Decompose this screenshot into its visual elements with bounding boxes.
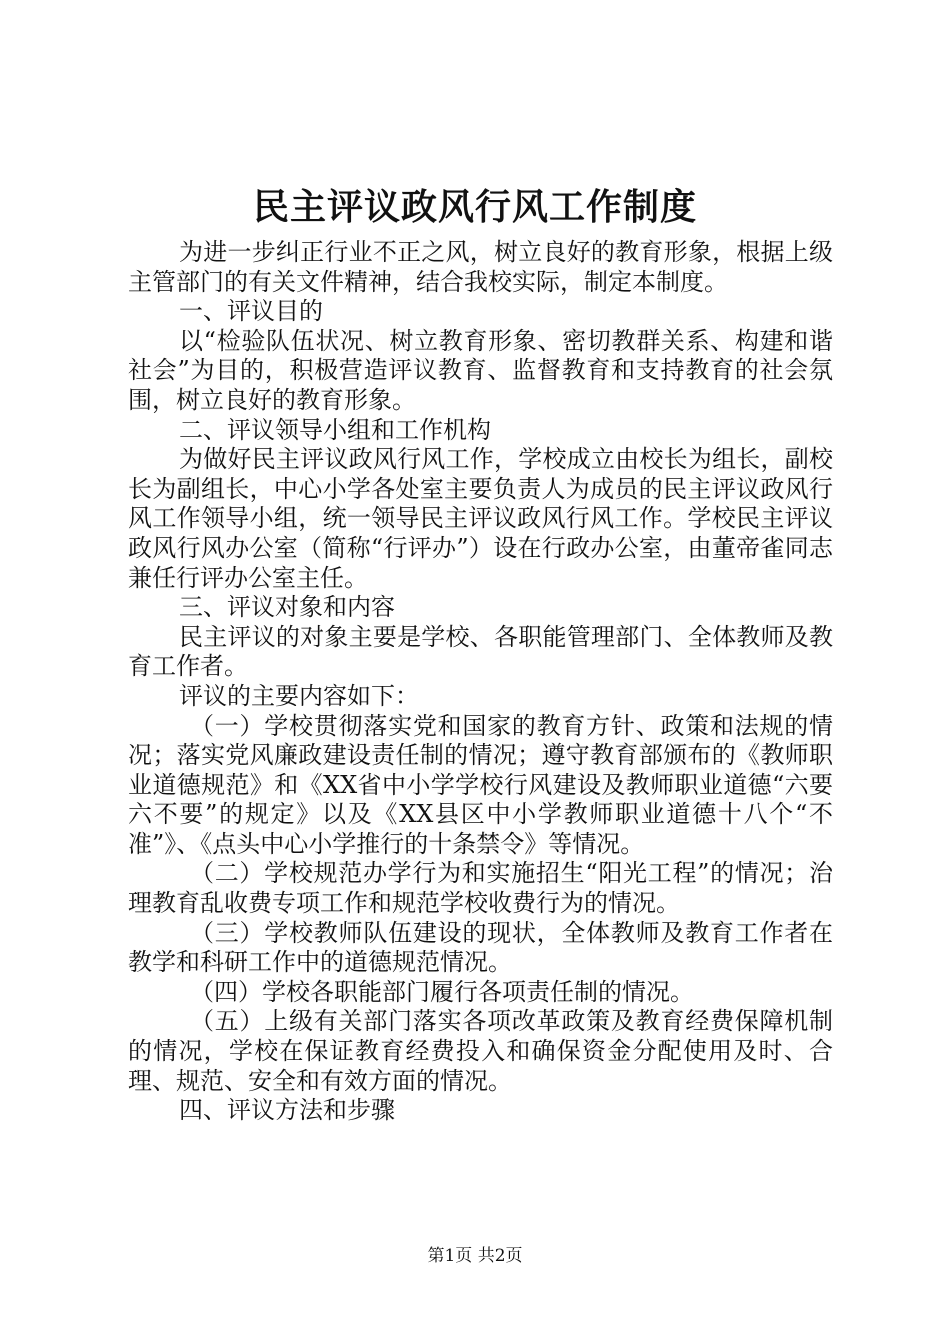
section-heading-methods: 四、评议方法和步骤 (179, 1096, 395, 1125)
list-item-4: （四）学校各职能部门履行各项责任制的情况。 (190, 977, 694, 1006)
document-body (128, 238, 833, 1126)
document-title: 民主评议政风行风工作制度 (252, 186, 697, 228)
paragraph-leadership: 为做好民主评议政风行风工作，学校成立由校长为组长，副校长为副组长，中心小学各处室主要负责人为成员的民主评议政风行风工作领导小组，统一领导民主评议政风行风工作。学校民主评议政风行风办公室（简称“行评办”）设在行政办公室，由董帝雀同志兼任行评办公室主任。 (128, 445, 833, 592)
section-heading-leadership: 二、评议领导小组和工作机构 (179, 415, 491, 444)
list-item-2: （二）学校规范办学行为和实施招生“阳光工程”的情况；治理教育乱收费专项工作和规范学校收费行为的情况。 (128, 859, 833, 918)
list-item-1: （一）学校贯彻落实党和国家的教育方针、政策和法规的情况；落实党风廉政建设责任制的情况；遵守教育部颁布的《教师职业道德规范》和《XX省中小学学校行风建设及教师职业道德“六要六不要”的规定》以及《XX县区中小学教师职业道德十八个“不准”》、《点头中心小学推行的十条禁令》等情况。 (128, 711, 833, 858)
paragraph-intro: 为进一步纠正行业不正之风，树立良好的教育形象，根据上级主管部门的有关文件精神，结合我校实际，制定本制度。 (128, 238, 833, 296)
list-item-3: （三）学校教师队伍建设的现状，全体教师及教育工作者在教学和科研工作中的道德规范情况。 (128, 918, 833, 977)
paragraph-purpose: 以“检验队伍状况、树立教育形象、密切教群关系、构建和谐社会”为目的，积极营造评议教育、监督教育和支持教育的社会氛围，树立良好的教育形象。 (128, 326, 833, 414)
paragraph-objects: 民主评议的对象主要是学校、各职能管理部门、全体教师及教育工作者。 (128, 622, 833, 681)
section-heading-purpose: 一、评议目的 (179, 297, 323, 326)
section-heading-objects: 三、评议对象和内容 (179, 593, 395, 622)
list-item-5: （五）上级有关部门落实各项改革政策及教育经费保障机制的情况，学校在保证教育经费投入和确保资金分配使用及时、合理、规范、安全和有效方面的情况。 (128, 1007, 833, 1095)
paragraph-content-intro: 评议的主要内容如下： (179, 681, 419, 710)
page-number: 第1页 共2页 (427, 1246, 523, 1266)
